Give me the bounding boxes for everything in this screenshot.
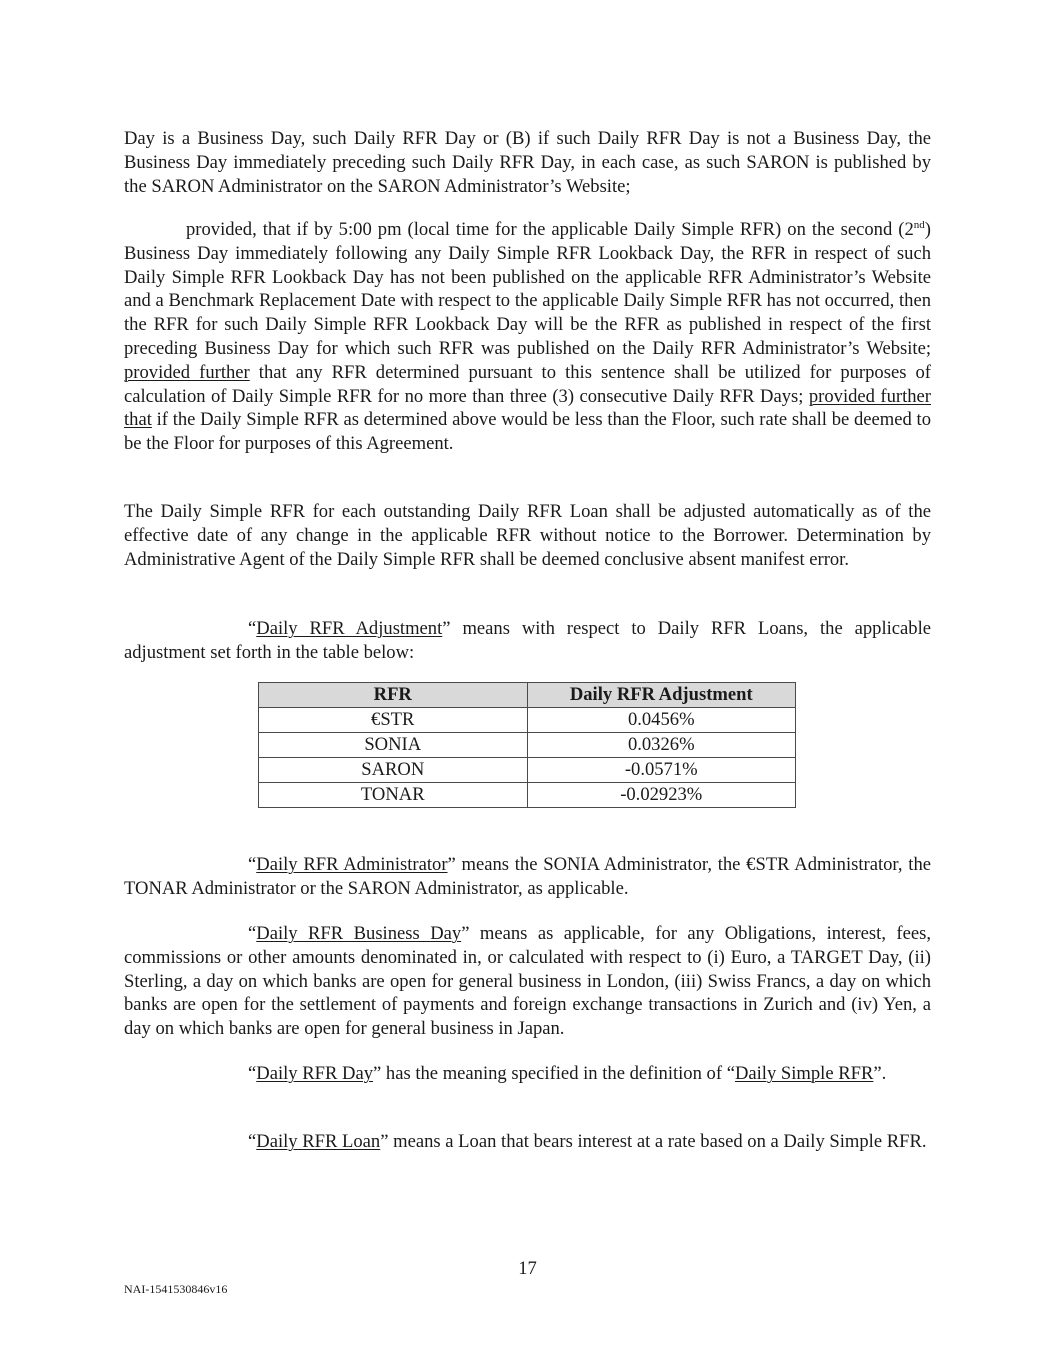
- table-cell: 0.0326%: [527, 733, 796, 758]
- table-row: [259, 708, 796, 733]
- table-cell: SARON: [259, 758, 528, 783]
- paragraph-text: provided, that if by 5:00 pm (local time for the applicable Daily Simple RFR) on the second (2: [186, 219, 914, 240]
- table-row: [259, 783, 796, 808]
- rfr-adjustment-table: [258, 682, 796, 808]
- table-cell: -0.02923%: [527, 783, 796, 808]
- defined-term: Daily RFR Adjustment: [256, 618, 443, 639]
- defined-term: Daily RFR Administrator: [256, 854, 448, 875]
- column-header: Daily RFR Adjustment: [527, 683, 796, 708]
- column-header: RFR: [259, 683, 528, 708]
- defined-term: Daily RFR Business Day: [256, 923, 462, 944]
- table-row: [259, 758, 796, 783]
- paragraph-text: if the Daily Simple RFR as determined above would be less than the Floor, such rate shall be deemed to be the Floor for purposes of this Agreement.: [124, 409, 931, 455]
- paragraph-text: that any RFR determined pursuant to this sentence shall be utilized for purposes of calculation of Daily Simple RFR for no more than three (3) consecutive Daily RFR Days;: [124, 361, 931, 407]
- open-quote: “: [248, 923, 257, 944]
- underlined-term: provided further: [124, 361, 250, 383]
- open-quote: “: [248, 1063, 257, 1084]
- paragraph-saron-continuation: [124, 127, 931, 198]
- table-cell: SONIA: [259, 733, 528, 758]
- page-number: 17: [518, 1258, 537, 1279]
- paragraph-text: ) Business Day immediately following any Daily Simple RFR Lookback Day, the RFR in respect of such Daily Simple RFR Lookback Day has not been published on the applicable RFR Administrator’s Website and a Benchmark Replacement Date with respect to the applicable Daily Simple RFR has not occurred, then the RFR for such Daily Simple RFR Lookback Day will be the RFR as published in respect of the first preceding Business Day for which such RFR was published on the Daily RFR Administrator’s Website;: [124, 219, 931, 359]
- paragraph-text: The Daily Simple RFR for each outstanding Daily RFR Loan shall be adjusted automatically as of the effective date of any change in the applicable RFR without notice to the Borrower. Determination by Administrative Agent of the Daily Simple RFR shall be deemed conclusive absent manifest error.: [124, 501, 931, 570]
- definition-text: ”.: [873, 1063, 887, 1084]
- underlined-term: provided further that: [124, 385, 931, 431]
- definition-text: ” means with respect to Daily RFR Loans, the applicable adjustment set forth in the table below:: [124, 618, 931, 663]
- table-row: [259, 733, 796, 758]
- open-quote: “: [248, 854, 257, 875]
- defined-term: Daily RFR Loan: [256, 1131, 381, 1152]
- definition-text: ” means the SONIA Administrator, the €STR Administrator, the TONAR Administrator or the SARON Administrator, as applicable.: [124, 854, 931, 899]
- paragraph-proviso: [124, 218, 931, 456]
- paragraph-text: Day is a Business Day, such Daily RFR Day or (B) if such Daily RFR Day is not a Business Day, the Business Day immediately preceding such Daily RFR Day, in each case, as such SARON is published by the SARON Administrator on the SARON Administrator’s Website;: [124, 128, 931, 197]
- table-header-row: [259, 683, 796, 708]
- cross-reference-term: Daily Simple RFR: [734, 1063, 874, 1084]
- definition-daily-rfr-business-day: [124, 922, 931, 1041]
- table-cell: €STR: [259, 708, 528, 733]
- ordinal-superscript: nd: [913, 219, 925, 231]
- defined-term: Daily RFR Day: [256, 1063, 373, 1084]
- definition-daily-rfr-loan: [124, 1130, 931, 1154]
- document-id: NAI-1541530846v16: [124, 1282, 228, 1296]
- open-quote: “: [248, 618, 257, 639]
- definition-daily-rfr-administrator: [124, 853, 931, 901]
- definition-daily-rfr-day: [124, 1062, 931, 1086]
- definition-daily-rfr-adjustment: [124, 617, 931, 665]
- definition-text: ” has the meaning specified in the definition of “: [373, 1063, 735, 1084]
- paragraph-adjustment-notice: [124, 500, 931, 571]
- open-quote: “: [248, 1131, 257, 1152]
- table-cell: TONAR: [259, 783, 528, 808]
- table-cell: -0.0571%: [527, 758, 796, 783]
- definition-text: ” means as applicable, for any Obligations, interest, fees, commissions or other amounts denominated in, or calculated with respect to (i) Euro, a TARGET Day, (ii) Sterling, a day on which banks are open for general business in London, (iii) Swiss Francs, a day on which banks are open for the settlement of payments and foreign exchange transactions in Zurich and (iv) Yen, a day on which banks are open for general business in Japan.: [124, 923, 931, 1040]
- table-cell: 0.0456%: [527, 708, 796, 733]
- definition-text: ” means a Loan that bears interest at a rate based on a Daily Simple RFR.: [380, 1131, 927, 1152]
